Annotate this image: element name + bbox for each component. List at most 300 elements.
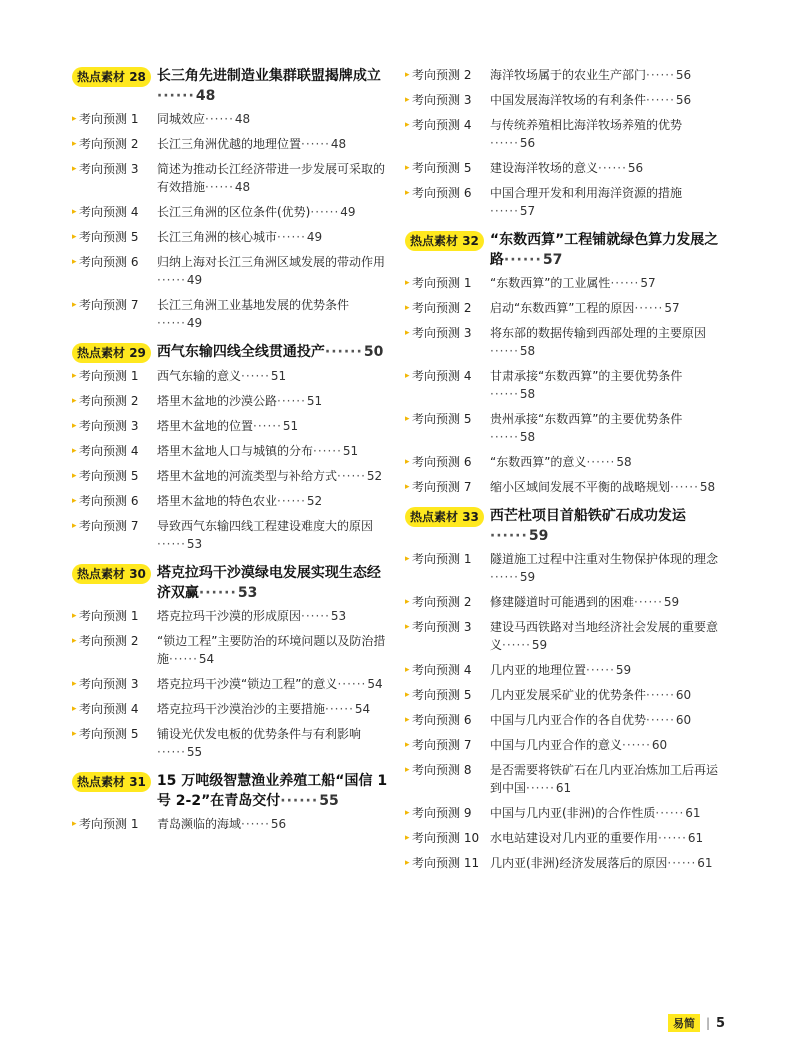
entry-page: 57	[664, 301, 680, 315]
badge-number: 31	[129, 775, 146, 789]
entry-title-line	[490, 274, 719, 292]
entry-title-line	[490, 184, 719, 220]
toc-entry[interactable]	[72, 392, 390, 410]
leader-dots: ······	[310, 205, 340, 219]
entry-title-line	[490, 410, 719, 446]
entry-label: 考向预测 5	[79, 727, 139, 741]
leader-dots: ······	[598, 161, 627, 175]
badge-label: 热点素材	[410, 510, 459, 524]
leader-dots: ······	[157, 273, 186, 287]
entry-page: 56	[519, 136, 536, 150]
entry-title-line	[157, 228, 390, 246]
bullet-icon: ▸	[405, 554, 410, 564]
toc-section	[72, 563, 390, 761]
leader-dots: ······	[325, 702, 354, 716]
entry-title: 中国合理开发和利用海洋资源的措施	[490, 186, 683, 200]
leader-dots: ······	[156, 88, 195, 104]
entry-label: 考向预测 1	[79, 369, 139, 383]
entry-title: 几内亚(非洲)经济发展落后的原因	[490, 856, 668, 870]
entry-title: 长江三角洲的区位条件(优势)	[157, 205, 311, 219]
entry-label: 考向预测 2	[79, 394, 139, 408]
entry-title: 铺设光伏发电板的优势条件与有利影响	[157, 727, 362, 741]
toc-entry[interactable]	[405, 804, 719, 822]
toc-entry[interactable]	[405, 274, 719, 292]
entry-title-line	[157, 417, 390, 435]
section-title-line	[490, 506, 719, 546]
entry-label: 考向预测 5	[79, 230, 139, 244]
bullet-icon: ▸	[72, 164, 77, 174]
entry-page: 56	[675, 68, 692, 82]
entry-title-line	[157, 675, 390, 693]
badge-label: 热点素材	[77, 346, 126, 360]
leader-dots: ······	[489, 528, 528, 544]
bullet-icon: ▸	[405, 95, 410, 105]
entry-title-line	[490, 804, 719, 822]
toc-entry[interactable]	[72, 296, 390, 332]
entry-page: 59	[663, 595, 680, 609]
toc-entry[interactable]	[72, 442, 390, 460]
section-page: 59	[528, 528, 549, 544]
entry-page: 51	[270, 369, 287, 383]
entry-page: 60	[651, 738, 668, 752]
section-heading[interactable]	[72, 563, 390, 603]
entry-title-line	[490, 550, 719, 586]
leader-dots: ······	[586, 663, 615, 677]
toc-entry[interactable]	[405, 686, 719, 704]
entry-title-line	[490, 686, 719, 704]
badge-label: 热点素材	[77, 70, 126, 84]
section-title: 塔克拉玛干沙漠绿电发展实现生态经济双赢	[156, 565, 381, 601]
entry-title-line	[157, 517, 390, 553]
section-title-line	[157, 563, 390, 603]
leader-dots: ······	[490, 387, 519, 401]
bullet-icon: ▸	[72, 611, 77, 621]
entry-label: 考向预测 2	[412, 301, 472, 315]
entry-title-line	[157, 203, 390, 221]
leader-dots: ······	[157, 537, 186, 551]
entry-title-line	[157, 725, 390, 761]
entry-title-line	[490, 91, 719, 109]
entry-title: 长江三角洲优越的地理位置	[157, 137, 302, 151]
entry-page: 61	[685, 806, 701, 820]
toc-entry[interactable]	[72, 110, 390, 128]
entry-title: 中国发展海洋牧场的有利条件	[490, 93, 647, 107]
entry-title: 长江三角洲工业基地发展的优势条件	[157, 298, 350, 312]
entry-label: 考向预测 3	[412, 326, 472, 340]
toc-entry[interactable]	[405, 410, 719, 446]
entry-title: 塔里木盆地的位置	[157, 419, 254, 433]
entry-title: 与传统养殖相比海洋牧场养殖的优势	[490, 118, 683, 132]
bullet-icon: ▸	[72, 496, 77, 506]
toc-entry[interactable]	[72, 815, 390, 833]
toc-entry[interactable]	[405, 66, 719, 84]
entry-title-line	[490, 299, 719, 317]
bullet-icon: ▸	[405, 715, 410, 725]
entry-page: 59	[615, 663, 632, 677]
entry-title: 启动“东数西算”工程的原因	[490, 301, 635, 315]
bullet-icon: ▸	[405, 482, 410, 492]
entry-title-line	[157, 253, 390, 289]
entry-title: 归纳上海对长江三角洲区域发展的带动作用	[157, 255, 386, 269]
bullet-icon: ▸	[72, 139, 77, 149]
toc-entry[interactable]	[405, 184, 719, 220]
badge-number: 33	[462, 510, 479, 524]
entry-title-line	[157, 815, 390, 833]
section-badge	[405, 231, 484, 251]
entry-label: 考向预测 3	[79, 677, 139, 691]
entry-title: 缩小区域间发展不平衡的战略规划	[490, 480, 671, 494]
entry-title: 中国与几内亚(非洲)的合作性质	[490, 806, 656, 820]
entry-label: 考向预测 6	[412, 186, 472, 200]
section-title-line	[490, 230, 719, 270]
toc-entry[interactable]	[405, 736, 719, 754]
entry-page: 53	[186, 537, 203, 551]
entry-title-line	[157, 492, 390, 510]
entry-label: 考向预测 1	[79, 112, 139, 126]
toc-entry[interactable]	[72, 135, 390, 153]
leader-dots: ······	[490, 430, 519, 444]
leader-dots: ······	[646, 93, 675, 107]
leader-dots: ······	[646, 713, 675, 727]
bullet-icon: ▸	[405, 765, 410, 775]
badge-label: 热点素材	[410, 234, 459, 248]
entry-title: 青岛濒临的海域	[157, 817, 242, 831]
badge-number: 30	[129, 567, 146, 581]
entry-label: 考向预测 3	[79, 162, 139, 176]
bullet-icon: ▸	[72, 819, 77, 829]
entry-label: 考向预测 6	[79, 255, 139, 269]
leader-dots: ······	[646, 68, 675, 82]
toc-continued-entries	[405, 66, 719, 220]
toc-entry[interactable]	[72, 632, 390, 668]
toc-entry[interactable]	[72, 492, 390, 510]
badge-number: 29	[129, 346, 146, 360]
entry-title: 塔克拉玛干沙漠“锁边工程”的意义	[157, 677, 338, 691]
entry-label: 考向预测 4	[412, 118, 472, 132]
section-title: “东数西算”工程铺就绿色算力发展之路	[489, 232, 719, 268]
entry-title-line	[157, 607, 390, 625]
toc-entry[interactable]	[72, 203, 390, 221]
toc-entry[interactable]	[405, 661, 719, 679]
toc-entry[interactable]	[405, 91, 719, 109]
entry-title: 几内亚发展采矿业的优势条件	[490, 688, 647, 702]
toc-entry[interactable]	[72, 700, 390, 718]
bullet-icon: ▸	[72, 371, 77, 381]
entry-label: 考向预测 6	[412, 713, 472, 727]
leader-dots: ······	[157, 316, 186, 330]
entry-title-line	[157, 632, 390, 668]
leader-dots: ······	[241, 817, 270, 831]
bullet-icon: ▸	[72, 636, 77, 646]
brand-label: 易简	[668, 1014, 700, 1032]
entry-label: 考向预测 4	[412, 369, 472, 383]
section-heading[interactable]	[72, 66, 390, 106]
toc-entry[interactable]	[72, 160, 390, 196]
entry-title-line	[157, 467, 390, 485]
leader-dots: ······	[667, 856, 697, 870]
leader-dots: ······	[490, 570, 519, 584]
entry-title-line	[490, 829, 719, 847]
entry-page: 48	[234, 180, 251, 194]
leader-dots: ······	[526, 781, 555, 795]
entry-title: 水电站建设对几内亚的重要作用	[490, 831, 659, 845]
entry-title-line	[157, 296, 390, 332]
entry-title: 塔里木盆地人口与城镇的分布	[157, 444, 314, 458]
section-title: 西芒杜项目首船铁矿石成功发运	[489, 508, 686, 524]
bullet-icon: ▸	[405, 622, 410, 632]
bullet-icon: ▸	[405, 163, 410, 173]
entry-title: 修建隧道时可能遇到的困难	[490, 595, 635, 609]
toc-entry[interactable]	[72, 253, 390, 289]
bullet-icon: ▸	[405, 70, 410, 80]
entry-label: 考向预测 11	[412, 856, 480, 870]
bullet-icon: ▸	[72, 704, 77, 714]
entry-title: 是否需要将铁矿石在几内亚冶炼加工后再运到中国	[490, 763, 719, 795]
section-badge	[72, 67, 151, 87]
entry-title: 中国与几内亚合作的意义	[490, 738, 623, 752]
entry-page: 54	[354, 702, 371, 716]
toc-entry[interactable]	[405, 478, 719, 496]
leader-dots: ······	[253, 419, 282, 433]
bullet-icon: ▸	[405, 858, 410, 868]
entry-title: 中国与几内亚合作的各自优势	[490, 713, 647, 727]
bullet-icon: ▸	[405, 690, 410, 700]
toc-entry[interactable]	[72, 607, 390, 625]
section-page: 53	[237, 585, 258, 601]
entry-title: 西气东输的意义	[157, 369, 242, 383]
leader-dots: ······	[490, 136, 519, 150]
toc-entry[interactable]	[72, 228, 390, 246]
entry-page: 55	[186, 745, 203, 759]
entry-title-line	[490, 761, 719, 797]
entry-title-line	[157, 700, 390, 718]
bullet-icon: ▸	[405, 833, 410, 843]
leader-dots: ······	[490, 204, 519, 218]
toc-entry[interactable]	[405, 299, 719, 317]
entry-title-line	[490, 661, 719, 679]
leader-dots: ······	[205, 180, 234, 194]
bullet-icon: ▸	[72, 446, 77, 456]
entry-label: 考向预测 5	[412, 688, 472, 702]
entry-label: 考向预测 2	[412, 68, 472, 82]
leader-dots: ······	[610, 276, 640, 290]
entry-page: 56	[270, 817, 287, 831]
entry-title: 塔里木盆地的特色农业	[157, 494, 278, 508]
entry-page: 58	[616, 455, 632, 469]
section-heading[interactable]	[72, 771, 390, 811]
entry-title: 隧道施工过程中注重对生物保护体现的理念	[490, 552, 719, 566]
entry-label: 考向预测 2	[79, 634, 139, 648]
entry-page: 58	[519, 344, 536, 358]
bullet-icon: ▸	[72, 232, 77, 242]
entry-label: 考向预测 1	[412, 552, 472, 566]
leader-dots: ······	[241, 369, 270, 383]
entry-title-line	[490, 66, 719, 84]
entry-page: 51	[342, 444, 359, 458]
entry-label: 考向预测 4	[412, 663, 472, 677]
leader-dots: ······	[502, 638, 531, 652]
entry-title-line	[490, 159, 719, 177]
entry-title-line	[490, 711, 719, 729]
entry-title: 同城效应	[157, 112, 206, 126]
section-badge	[72, 772, 151, 792]
toc-entry[interactable]	[405, 367, 719, 403]
leader-dots: ······	[313, 444, 342, 458]
entry-title: 简述为推动长江经济带进一步发展可采取的有效措施	[157, 162, 386, 194]
toc-section	[405, 506, 719, 872]
entry-label: 考向预测 3	[412, 93, 472, 107]
toc-entry[interactable]	[72, 725, 390, 761]
entry-label: 考向预测 8	[412, 763, 472, 777]
toc-entry[interactable]	[405, 761, 719, 797]
section-title-line	[157, 342, 390, 362]
bullet-icon: ▸	[405, 188, 410, 198]
entry-label: 考向预测 6	[79, 494, 139, 508]
entry-title: 贵州承接“东数西算”的主要优势条件	[490, 412, 683, 426]
toc-entry[interactable]	[72, 467, 390, 485]
section-badge	[72, 564, 151, 584]
toc-section	[72, 342, 390, 553]
entry-label: 考向预测 7	[412, 738, 472, 752]
bullet-icon: ▸	[72, 114, 77, 124]
entry-title: “锁边工程”主要防治的环境问题以及防治措施	[157, 634, 386, 666]
toc-entry[interactable]	[405, 116, 719, 152]
toc-entry[interactable]	[72, 675, 390, 693]
bullet-icon: ▸	[405, 414, 410, 424]
footer-separator: |	[706, 1016, 711, 1030]
section-page: 50	[363, 344, 384, 360]
entry-page: 57	[519, 204, 536, 218]
toc-entry[interactable]	[72, 517, 390, 553]
toc-entry[interactable]	[405, 593, 719, 611]
entry-page: 56	[627, 161, 644, 175]
entry-label: 考向预测 3	[79, 419, 139, 433]
badge-number: 28	[129, 70, 146, 84]
entry-label: 考向预测 1	[79, 609, 139, 623]
badge-label: 热点素材	[77, 567, 126, 581]
entry-page: 60	[675, 688, 692, 702]
entry-page: 60	[675, 713, 692, 727]
bullet-icon: ▸	[72, 300, 77, 310]
entry-label: 考向预测 4	[79, 702, 139, 716]
toc-entry[interactable]	[72, 417, 390, 435]
bullet-icon: ▸	[72, 207, 77, 217]
leader-dots: ······	[634, 301, 664, 315]
leader-dots: ······	[586, 455, 616, 469]
entry-page: 58	[699, 480, 716, 494]
entry-label: 考向预测 2	[412, 595, 472, 609]
page-footer	[668, 1014, 725, 1032]
bullet-icon: ▸	[72, 729, 77, 739]
entry-page: 48	[330, 137, 347, 151]
section-heading[interactable]	[405, 230, 719, 270]
entry-page: 54	[367, 677, 383, 691]
entry-title: 建设马西铁路对当地经济社会发展的重要意义	[490, 620, 719, 652]
leader-dots: ······	[301, 609, 330, 623]
entry-label: 考向预测 4	[79, 205, 139, 219]
entry-label: 考向预测 1	[79, 817, 139, 831]
entry-title: 几内亚的地理位置	[490, 663, 587, 677]
section-title: 15 万吨级智慧渔业养殖工船“国信 1 号 2-2”在青岛交付	[156, 773, 388, 809]
entry-page: 51	[282, 419, 299, 433]
toc-entry[interactable]	[405, 453, 719, 471]
bullet-icon: ▸	[72, 471, 77, 481]
section-page: 48	[195, 88, 216, 104]
entry-page: 51	[306, 394, 323, 408]
entry-label: 考向预测 7	[412, 480, 472, 494]
bullet-icon: ▸	[405, 457, 410, 467]
leader-dots: ······	[198, 585, 237, 601]
entry-page: 52	[366, 469, 383, 483]
toc-entry[interactable]	[405, 618, 719, 654]
entry-title-line	[490, 736, 719, 754]
leader-dots: ······	[277, 494, 306, 508]
toc-entry[interactable]	[405, 711, 719, 729]
leader-dots: ······	[503, 252, 542, 268]
bullet-icon: ▸	[405, 740, 410, 750]
bullet-icon: ▸	[405, 665, 410, 675]
entry-title-line	[157, 160, 390, 196]
bullet-icon: ▸	[72, 679, 77, 689]
entry-title: “东数西算”的意义	[490, 455, 587, 469]
entry-title: “东数西算”的工业属性	[490, 276, 611, 290]
section-badge	[405, 507, 484, 527]
entry-label: 考向预测 1	[412, 276, 472, 290]
toc-entry[interactable]	[405, 854, 719, 872]
leader-dots: ······	[670, 480, 699, 494]
toc-entry[interactable]	[405, 829, 719, 847]
bullet-icon: ▸	[72, 257, 77, 267]
page-number: 5	[716, 1015, 726, 1031]
section-heading[interactable]	[72, 342, 390, 363]
badge-label: 热点素材	[77, 775, 126, 789]
entry-title-line	[490, 116, 719, 152]
entry-page: 49	[306, 230, 323, 244]
entry-page: 59	[531, 638, 548, 652]
bullet-icon: ▸	[405, 303, 410, 313]
entry-title-line	[157, 110, 390, 128]
toc-entry[interactable]	[405, 159, 719, 177]
entry-title: 长江三角洲的核心城市	[157, 230, 278, 244]
entry-title: 塔克拉玛干沙漠治沙的主要措施	[157, 702, 326, 716]
toc-section	[72, 66, 390, 332]
leader-dots: ······	[301, 137, 330, 151]
entry-title-line	[490, 478, 719, 496]
bullet-icon: ▸	[405, 328, 410, 338]
section-title-line	[157, 771, 390, 811]
toc-entry[interactable]	[405, 550, 719, 586]
entry-page: 59	[519, 570, 536, 584]
leader-dots: ······	[634, 595, 663, 609]
entry-title: 导致西气东输四线工程建设难度大的原因	[157, 519, 374, 533]
section-heading[interactable]	[405, 506, 719, 546]
entry-title: 塔克拉玛干沙漠的形成原因	[157, 609, 302, 623]
entry-page: 56	[675, 93, 692, 107]
entry-title-line	[490, 367, 719, 403]
entry-title: 建设海洋牧场的意义	[490, 161, 599, 175]
toc-section	[405, 230, 719, 496]
toc-entry[interactable]	[405, 324, 719, 360]
bullet-icon: ▸	[72, 421, 77, 431]
section-badge	[72, 343, 151, 363]
toc-right-column	[405, 66, 719, 882]
toc-entry[interactable]	[72, 367, 390, 385]
entry-label: 考向预测 4	[79, 444, 139, 458]
entry-label: 考向预测 7	[79, 519, 139, 533]
leader-dots: ······	[280, 793, 319, 809]
entry-page: 61	[555, 781, 572, 795]
section-page: 57	[542, 252, 563, 268]
